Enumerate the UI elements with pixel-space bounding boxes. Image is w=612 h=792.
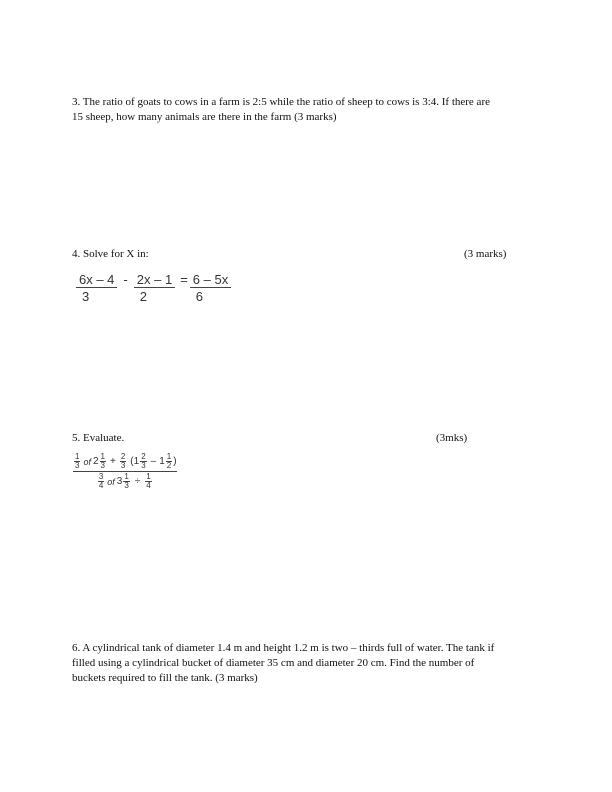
den: 3: [141, 461, 146, 470]
question-5-marks: (3mks): [436, 432, 468, 444]
numerator: 6x – 4: [76, 272, 117, 288]
num: 2: [120, 452, 126, 461]
denominator: 6: [195, 289, 204, 304]
paren: (: [130, 456, 134, 467]
paren: ): [173, 456, 177, 467]
den: 4: [98, 481, 104, 490]
den: 3: [75, 461, 80, 470]
numerator: 6 – 5x: [190, 272, 231, 288]
den: 3: [124, 481, 129, 490]
question-6: [72, 641, 542, 686]
question-3: [72, 95, 542, 125]
of-text: of: [83, 456, 91, 467]
question-4-equation: [76, 272, 231, 305]
q3-line1: 3. The ratio of goats to cows in a farm is 2:5 while the ratio of sheep to cows is 3:4. If there are: [72, 96, 490, 108]
operator: ÷: [134, 476, 141, 487]
question-5-label: 5. Evaluate.: [72, 432, 125, 444]
num: 2: [141, 452, 146, 461]
question-5-expression: [73, 453, 177, 490]
num: 1: [100, 452, 105, 461]
fraction: [100, 453, 106, 470]
num: 1: [146, 472, 151, 481]
den: 3: [100, 461, 105, 470]
fraction: [123, 473, 129, 490]
q6-line2: filled using a cylindrical bucket of diameter 35 cm and diameter 20 cm. Find the number of: [72, 657, 475, 669]
num: 3: [98, 472, 104, 481]
num: 1: [124, 472, 129, 481]
expression-denominator: [73, 472, 177, 490]
fraction: [134, 272, 175, 305]
operator: =: [180, 272, 188, 287]
whole: 1: [159, 456, 165, 467]
den: 2: [166, 461, 172, 470]
operator: –: [150, 456, 157, 467]
fraction: [76, 272, 117, 305]
fraction: [120, 453, 126, 470]
expression-numerator: [73, 453, 177, 472]
fraction: [145, 473, 151, 490]
fraction: [98, 473, 104, 490]
operator: +: [109, 456, 116, 467]
num: 1: [166, 452, 172, 461]
question-4-marks: (3 marks): [464, 248, 507, 260]
denominator: 2: [139, 289, 147, 304]
q3-line2: 15 sheep, how many animals are there in the farm (3 marks): [72, 111, 337, 123]
fraction: [166, 453, 172, 470]
fraction: [190, 272, 231, 305]
whole: 2: [92, 456, 99, 467]
den: 3: [120, 461, 126, 470]
q6-line1: 6. A cylindrical tank of diameter 1.4 m and height 1.2 m is two – thirds full of water. The tank if: [72, 642, 495, 654]
fraction: [140, 453, 146, 470]
fraction: [74, 453, 80, 470]
den: 4: [146, 481, 151, 490]
whole: 1: [133, 456, 140, 467]
of-text: of: [107, 476, 115, 487]
q6-line3: buckets required to fill the tank. (3 marks): [72, 672, 258, 684]
whole: 3: [116, 476, 123, 487]
question-4-label: 4. Solve for X in:: [72, 248, 149, 260]
operator: -: [123, 272, 128, 287]
numerator: 2x – 1: [134, 272, 175, 288]
denominator: 3: [82, 289, 90, 304]
num: 1: [75, 452, 80, 461]
